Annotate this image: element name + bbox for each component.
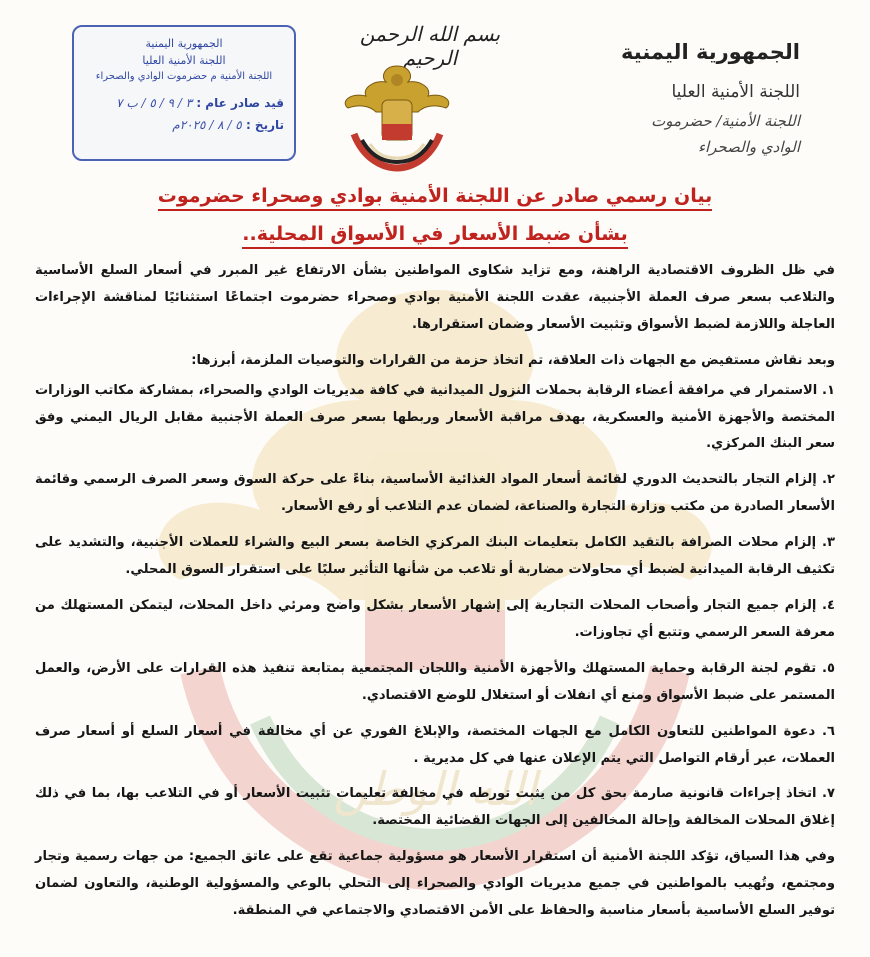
region-name: الوادي والصحراء bbox=[697, 138, 800, 156]
statement-title bbox=[0, 185, 870, 207]
decision-item-4: ٤. إلزام جميع التجار وأصحاب المحلات التجارية إلى إشهار الأسعار بشكل واضح ومرئي داخل المحلات، ليتمكن المستهلك من معرفة السعر الرسمي وتتبع أي تجاوزات. bbox=[35, 597, 835, 640]
stamp-ref-label: قيد صادر عام : bbox=[196, 96, 284, 110]
stamp-date-row bbox=[84, 118, 284, 132]
decision-item-1: ١. الاستمرار في مرافقة أعضاء الرقابة بحملات النزول الميدانية في كافة مديريات الوادي والصحراء، بمشاركة مكاتب الوزارات المختصة والأجهزة الأمنية والعسكرية، بهدف مراقبة الأسعار وربطها بسعر صرف العملة الأجنبية مقابل الريال اليمني وفق سعر البنك المركزي. bbox=[35, 382, 835, 452]
header-block bbox=[560, 40, 800, 164]
closing-paragraph: وفي هذا السياق، تؤكد اللجنة الأمنية أن استقرار الأسعار هو مسؤولية جماعية تقع على عاتق الجميع: من جهات رسمية وتجار ومجتمع، وتُهيب بالمواطنين في جميع مديريات الوادي والصحراء إلى التحلي بالوعي والمسؤولية الوطنية، والتعاون لضمان توفير السلع الأساسية بأسعار مناسبة والحفاظ على الأمن الاقتصادي والاجتماعي في المنطقة. bbox=[35, 849, 835, 919]
stamp-date-label: تاريخ : bbox=[245, 118, 284, 132]
country-name: الجمهورية اليمنية bbox=[621, 40, 800, 64]
decision-item-2: ٢. إلزام التجار بالتحديث الدوري لقائمة أسعار المواد الغذائية الأساسية، بناءً على حركة السوق وسعر الصرف الرسمي وقائمة الأسعار الصادرة من مكتب وزارة التجارة والصناعة، لضمان عدم التلاعب أو رفع الأسعار. bbox=[35, 472, 835, 515]
stamp-ref-value: ٣ / ٩ / ٥ / ب ٧ bbox=[116, 96, 193, 110]
decision-item-3: ٣. إلزام محلات الصرافة بالتقيد الكامل بتعليمات البنك المركزي الخاصة بسعر البيع والشراء للعملات الأجنبية، والتشديد على تكثيف الرقابة الميدانية لضبط أي محاولات مضاربة أو تلاعب من شأنها التأثير سلبًا على استقرار السوق المحلي. bbox=[35, 535, 835, 578]
yemen-eagle-emblem-icon bbox=[330, 60, 465, 172]
basmala: بسم الله الرحمن الرحيم bbox=[359, 22, 501, 70]
branch-name: اللجنة الأمنية/ حضرموت bbox=[651, 112, 800, 130]
stamp-branch: اللجنة الأمنية م حضرموت الوادي والصحراء bbox=[95, 71, 273, 82]
intro-paragraph: في ظل الظروف الاقتصادية الراهنة، ومع تزايد شكاوى المواطنين بشأن الارتفاع غير المبرر في أسعار السلع الأساسية والتلاعب بسعر صرف العملة الأجنبية، عقدت اللجنة الأمنية بوادي وصحراء حضرموت اجتماعًا استثنائيًا لمناقشة الإجراءات العاجلة واللازمة لضبط الأسواق وتثبيت الأسعار وضمان استقرارها. bbox=[35, 263, 835, 332]
discussion-paragraph: وبعد نقاش مستفيض مع الجهات ذات العلاقة، تم اتخاذ حزمة من القرارات والتوصيات الملزمة، أبرزها: bbox=[191, 352, 835, 368]
statement-title-text: بيان رسمي صادر عن اللجنة الأمنية بوادي وصحراء حضرموت bbox=[158, 185, 712, 211]
stamp-country: الجمهورية اليمنية bbox=[145, 37, 223, 50]
stamp-ref-row bbox=[84, 96, 284, 110]
decision-item-6: ٦. دعوة المواطنين للتعاون الكامل مع الجهات المختصة، والإبلاغ الفوري عن أي مخالفة في أسعار السلع أو أسعار صرف العملات، عبر أرقام التواصل التي يتم الإعلان عنها في كل مديرية . bbox=[35, 723, 835, 766]
decision-item-5: ٥. تقوم لجنة الرقابة وحماية المستهلك والأجهزة الأمنية واللجان المجتمعية بمتابعة تنفيذ هذه القرارات على الأرض، والعمل المستمر على ضبط الأسواق ومنع أي انفلات أو استغلال للوضع الاقتصادي. bbox=[35, 660, 835, 703]
decision-item-7: ٧. اتخاذ إجراءات قانونية صارمة بحق كل من يثبت تورطه في مخالفة تعليمات تثبيت الأسعار أو في التلاعب بها، بما في ذلك إغلاق المحلات المخالفة وإحالة المخالفين إلى الجهات القضائية المختصة. bbox=[35, 786, 835, 829]
statement-subtitle-text: بشأن ضبط الأسعار في الأسواق المحلية.. bbox=[242, 223, 627, 249]
svg-text:الله الوطن: الله الوطن bbox=[333, 762, 537, 816]
committee-name: اللجنة الأمنية العليا bbox=[671, 82, 800, 102]
statement-body bbox=[35, 258, 835, 934]
registration-stamp bbox=[72, 25, 296, 161]
statement-subtitle bbox=[0, 223, 870, 245]
stamp-date-value: ٥ / ٨ / ٢٠٢٥م bbox=[172, 118, 242, 132]
stamp-committee: اللجنة الأمنية العليا bbox=[142, 54, 226, 67]
